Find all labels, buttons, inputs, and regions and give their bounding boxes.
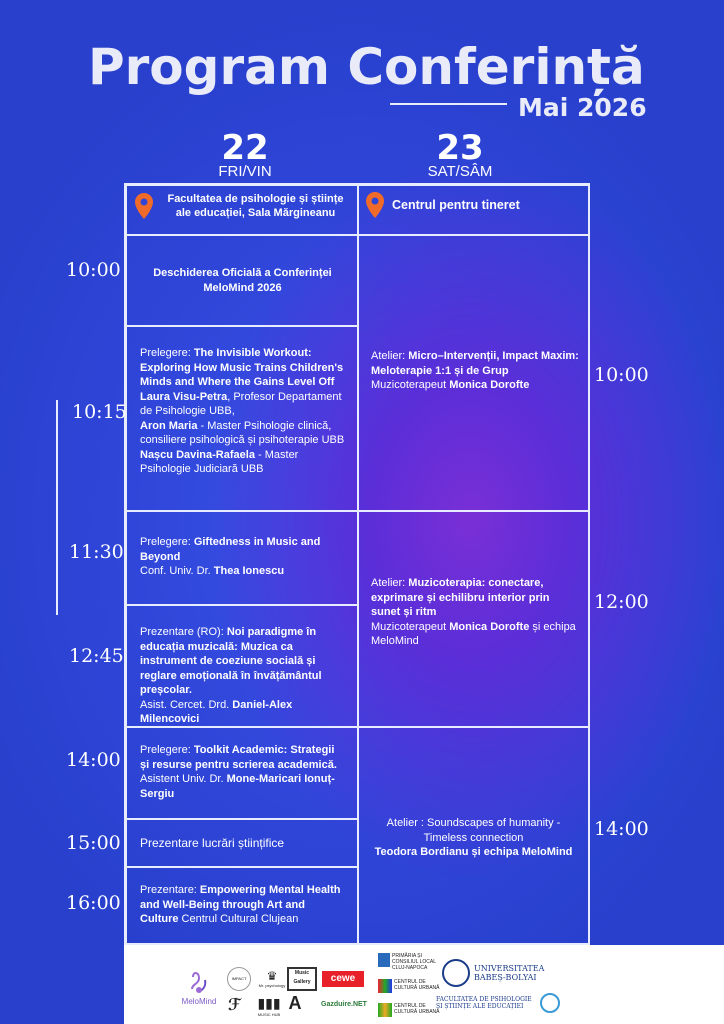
crest-icon — [378, 953, 390, 967]
cube-icon — [378, 979, 392, 993]
music-gallery-logo: Music Gallery — [287, 967, 317, 991]
mr-psychology-text: Mr. psychology — [258, 983, 286, 988]
time-left-1015: 10:15 — [72, 401, 127, 423]
session-title: Micro–Intervenții, Impact Maxim: Meloterapie 1:1 și de Grup — [371, 350, 579, 377]
day1-location-text: Facultatea de psihologie și științe ale educației, Sala Mărgineanu — [167, 193, 344, 219]
session-title: Noi paradigme în educația muzicală: Muzica ca instrument de coeziune socială și reglare emoțională în învățământul preșcolar. — [140, 626, 322, 696]
day1-session-5 — [126, 818, 359, 868]
speaker-role: Conf. Univ. Dr. — [140, 565, 214, 577]
page-subtitle: Mai 2026 — [518, 93, 647, 122]
primaria-text: PRIMĂRIA ȘI CONSILIUL LOCAL CLUJ-NAPOCA — [392, 953, 436, 971]
speaker-name: Aron Maria — [140, 419, 198, 432]
music-hub-logo: ▮▮▮ MUSIC HUB — [257, 995, 281, 1017]
speaker-role: , Profesor Departament de Psihologie UBB, — [140, 390, 342, 417]
mr-psychology-logo: ♛ Mr. psychology — [258, 969, 286, 988]
speaker-role: Asistent Univ. Dr. — [140, 773, 227, 785]
time-right-1200: 12:00 — [594, 591, 649, 613]
session-title: Atelier : Soundscapes of humanity - Timeless connection — [386, 817, 561, 844]
primaria-logo — [378, 953, 444, 971]
opening-text: Deschiderea Oficială a Conferinței MeloMind 2026 — [153, 267, 332, 294]
cewe-logo: cewe — [322, 971, 364, 987]
location-pin-icon — [135, 193, 153, 219]
sponsor-footer — [124, 945, 724, 1024]
day2-workshop-3 — [366, 816, 581, 860]
day1-opening — [126, 234, 359, 327]
time-left-1500: 15:00 — [66, 832, 121, 854]
speaker-name: Teodora Bordianu și echipa MeloMind — [374, 846, 573, 858]
location-pin-icon — [366, 192, 384, 218]
speaker-role: Muzicoterapeut — [371, 379, 450, 391]
time-right-1000: 10:00 — [594, 364, 649, 386]
day1-session-3 — [126, 604, 359, 728]
melomind-icon — [188, 969, 210, 995]
day2-location-text: Centrul pentru tineret — [392, 198, 520, 212]
time-right-1400: 14:00 — [594, 818, 649, 840]
session-title: Prezentare lucrări științifice — [140, 835, 285, 850]
speaker-org: Centrul Cultural Clujean — [178, 913, 299, 925]
fpse-text: FACULTATEA DE PSIHOLOGIE ȘI ȘTIINȚE ALE EDUCAȚIEI — [436, 996, 532, 1010]
time-left-1400: 14:00 — [66, 749, 121, 771]
time-left-1130: 11:30 — [69, 541, 124, 563]
day1-session-2 — [126, 510, 359, 606]
session-title: Muzicoterapia: conectare, exprimare și echilibru interior prin sunet și ritm — [371, 577, 550, 618]
day2-empty-block — [357, 234, 590, 512]
day1-name: FRI/VIN — [218, 163, 272, 180]
fpse-logo — [436, 993, 564, 1013]
session-title: Giftedness in Music and Beyond — [140, 536, 321, 563]
session-title: The Invisible Workout: Exploring How Music Trains Children's Minds and Where the Gains Level Off — [140, 347, 344, 388]
day2-workshop-2 — [371, 576, 579, 649]
speaker-role: - Master Psihologie clinică, consiliere psihologică și psihoterapie UBB — [140, 419, 345, 446]
melomind-logo-text: MeloMind — [181, 997, 217, 1006]
melomind-logo — [174, 969, 224, 1006]
time-left-1600: 16:00 — [66, 892, 121, 914]
speaker-role: Asist. Cercet. Drd. — [140, 698, 233, 711]
speaker-name: Daniel-Alex Milencovici — [140, 698, 293, 725]
ubb-text: UNIVERSITATEA BABEȘ-BOLYAI — [474, 964, 545, 982]
session-type: Atelier: — [371, 350, 409, 362]
page-title: Program Conferință — [88, 38, 645, 96]
schedule-grid — [124, 183, 590, 945]
speaker-name: Thea Ionescu — [213, 565, 285, 577]
day2-workshop-3-cell — [357, 726, 590, 945]
speaker-name: Monica Dorofte — [449, 379, 530, 391]
gazduire-logo: Gazduire.NET — [321, 1001, 367, 1008]
session-type: Prelegere: — [140, 744, 194, 756]
fpse-seal-icon — [540, 993, 560, 1013]
speaker-role: Muzicoterapeut — [371, 620, 450, 633]
session-type: Prezentare: — [140, 884, 200, 896]
speaker-name: Monica Dorofte — [449, 620, 530, 633]
day2-workshop-2-cell — [357, 510, 590, 728]
cultura-urbana-logo-2 — [378, 1003, 444, 1017]
session-type: Prelegere: — [140, 536, 194, 548]
session-type: Atelier: — [371, 577, 409, 589]
cultura-urbana-text-1: CENTRUL DE CULTURĂ URBANĂ — [394, 979, 440, 991]
day2-location — [357, 185, 590, 236]
session-title: Toolkit Academic: Strategii și resurse pentru scrierea academică. — [140, 744, 337, 771]
speaker-name: Nașcu Davina-Rafaela — [140, 448, 255, 461]
timeline-bar — [56, 400, 58, 615]
impact-logo: IMPACT — [227, 967, 251, 991]
speaker-name: Laura Visu-Petra — [140, 390, 228, 403]
music-hub-text: MUSIC HUB — [257, 1012, 281, 1017]
time-left-1245: 12:45 — [69, 645, 124, 667]
tf-logo: ℱ — [228, 997, 241, 1014]
speaker-name: Mone-Maricari Ionuț-Sergiu — [140, 773, 335, 800]
session-type: Prezentare (RO): — [140, 626, 227, 638]
day2-name: SAT/SÂM — [427, 163, 493, 180]
time-left-1000: 10:00 — [66, 259, 121, 281]
cultura-urbana-logo-1 — [378, 979, 444, 993]
day1-session-6 — [126, 866, 359, 945]
session-title: Empowering Mental Health and Well-Being through Art and Culture — [140, 884, 341, 925]
day1-location — [126, 185, 359, 236]
day1-session-1 — [126, 325, 359, 512]
speaker-role: - Master Psihologie Judiciară UBB — [140, 448, 299, 475]
subtitle-divider — [390, 103, 507, 105]
ubb-logo — [442, 959, 572, 987]
day2-number: 23 — [436, 128, 484, 168]
cultura-urbana-text-2: CENTRUL DE CULTURĂ URBANĂ — [394, 1003, 440, 1015]
ubb-seal-icon — [442, 959, 470, 987]
day1-session-4 — [126, 726, 359, 820]
cube-icon — [378, 1003, 392, 1017]
a-logo: A — [288, 993, 302, 1013]
day2-workshop-1 — [371, 349, 579, 393]
speaker-suffix: și echipa MeloMind — [371, 620, 576, 647]
day1-number: 22 — [221, 128, 269, 168]
session-type: Prelegere: — [140, 347, 194, 359]
